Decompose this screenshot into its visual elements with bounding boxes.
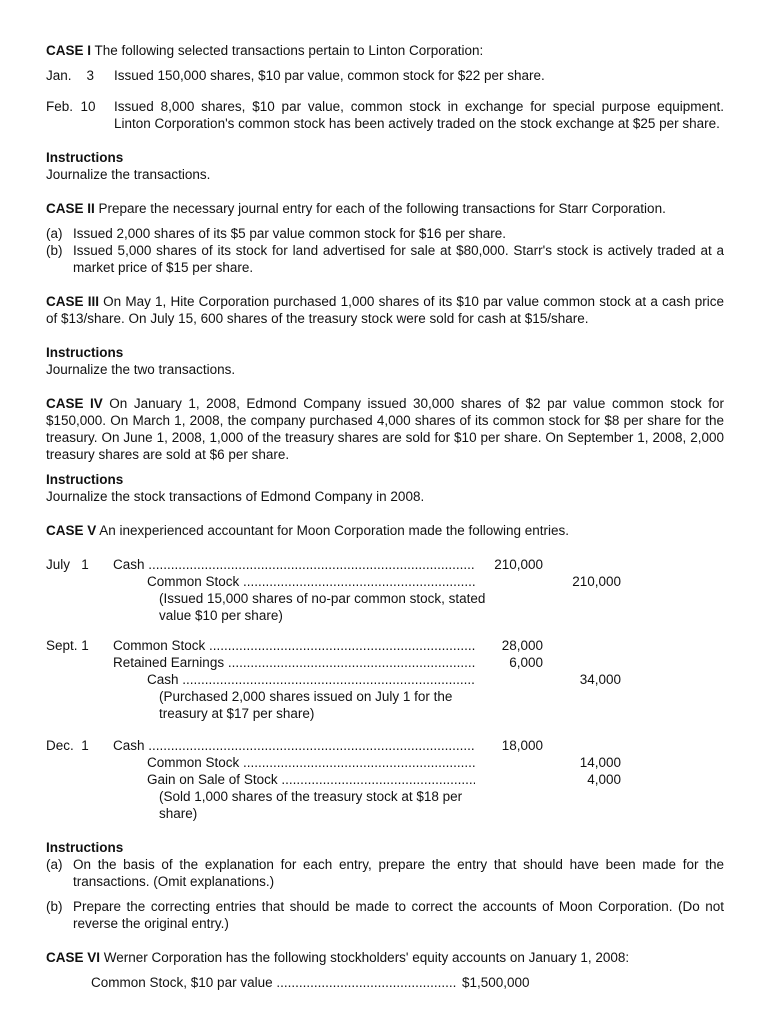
- journal-entry-2: [46, 637, 724, 722]
- credit-amount: 210,000: [572, 574, 621, 589]
- journal-entry-1: [46, 556, 724, 624]
- journal-line: [46, 737, 724, 754]
- date: Feb. 10: [46, 99, 96, 114]
- entry-date: Sept. 1: [46, 638, 89, 653]
- instructions-heading: Instructions: [46, 472, 124, 487]
- account-name: Cash .....: [113, 737, 475, 754]
- entry-explanation: (Purchased 2,000 shares issued on July 1 for the treasury at $17 per share): [159, 689, 453, 721]
- case-1-transaction-1: [46, 67, 724, 84]
- case-5-intro: CASE V An inexperienced accountant for Moon Corporation made the following entries.: [46, 523, 570, 538]
- journal-line: [46, 573, 724, 590]
- instructions-heading: Instructions: [46, 150, 124, 165]
- credit-amount: 14,000: [579, 755, 621, 770]
- debit-amount: 210,000: [494, 557, 543, 572]
- debit-amount: 28,000: [501, 638, 543, 653]
- credit-amount: 4,000: [587, 772, 621, 787]
- case-6-intro: CASE VI Werner Corporation has the following stockholders' equity accounts on January 1, 2008:: [46, 950, 630, 965]
- journal-line: [46, 556, 724, 573]
- entry-date: July 1: [46, 557, 89, 572]
- case-2-item-b: (b) Issued 5,000 shares of its stock for land advertised for sale at $80,000. Starr's stock is actively traded at a market price of $15 per share.: [46, 243, 724, 275]
- account-name: Cash .....: [113, 556, 475, 573]
- instructions-heading: Instructions: [46, 840, 124, 855]
- credit-amount: 34,000: [579, 672, 621, 687]
- case-2-item-a: (a) Issued 2,000 shares of its $5 par value common stock for $16 per share.: [46, 226, 506, 241]
- case-5-item-b: (b) Prepare the correcting entries that should be made to correct the accounts of Moon Corporation. (Do not reverse the original entry.): [46, 899, 724, 931]
- case-3-text: CASE III On May 1, Hite Corporation purchased 1,000 shares of its $10 par value common stock at a cash price of $13/share. On July 15, 600 shares of the treasury stock were sold for cash at $15/share.: [46, 294, 724, 326]
- entry-explanation: (Issued 15,000 shares of no-par common stock, stated value $10 per share): [159, 591, 486, 623]
- instructions-text: Journalize the transactions.: [46, 167, 211, 182]
- case-1-intro: CASE I The following selected transactions pertain to Linton Corporation:: [46, 43, 484, 58]
- case-2-intro: CASE II Prepare the necessary journal entry for each of the following transactions for Starr Corporation.: [46, 201, 666, 216]
- debit-amount: 6,000: [509, 655, 543, 670]
- journal-entry-3: [46, 737, 724, 822]
- account-amount: $1,500,000: [462, 975, 530, 990]
- account-name: Common Stock, $10 par value .....: [91, 974, 456, 991]
- journal-line: [46, 637, 724, 654]
- entry-date: Dec. 1: [46, 738, 89, 753]
- account-name: Retained Earnings .....: [113, 654, 475, 671]
- transaction-text: Issued 150,000 shares, $10 par value, common stock for $22 per share.: [114, 68, 545, 83]
- journal-line: [46, 754, 724, 771]
- instructions-heading: Instructions: [46, 345, 124, 360]
- instructions-text: Journalize the two transactions.: [46, 362, 236, 377]
- journal-line: [46, 771, 724, 788]
- case-5-item-a: (a) On the basis of the explanation for each entry, prepare the entry that should have been made for the transactions. (Omit explanations.): [46, 857, 724, 889]
- date: Jan. 3: [46, 68, 95, 83]
- account-name: Cash .....: [147, 671, 475, 688]
- case-4-text: CASE IV On January 1, 2008, Edmond Company issued 30,000 shares of $2 par value common stock for $150,000. On March 1, 2008, the company purchased 4,000 shares of its common stock for $8 per share for the treasury. On June 1, 2008, 1,000 of the treasury shares are sold for $10 per share. On September 1, 2008, 2,000 treasury shares are sold at $6 per share.: [46, 396, 724, 462]
- instructions-text: Journalize the stock transactions of Edmond Company in 2008.: [46, 489, 425, 504]
- debit-amount: 18,000: [501, 738, 543, 753]
- entry-explanation: (Sold 1,000 shares of the treasury stock at $18 per share): [159, 789, 463, 821]
- equity-account-line: [46, 974, 724, 991]
- case-1-transaction-2: [46, 98, 724, 132]
- account-name: Common Stock .....: [147, 573, 475, 590]
- account-name: Common Stock .....: [113, 637, 475, 654]
- transaction-text: Issued 8,000 shares, $10 par value, common stock in exchange for special purpose equipment. Linton Corporation's common stock has been actively traded on the stock exchange at $25 per share.: [114, 99, 724, 131]
- journal-line: [46, 654, 724, 671]
- document-page: [46, 42, 724, 991]
- account-name: Gain on Sale of Stock .....: [147, 771, 475, 788]
- account-name: Common Stock .....: [147, 754, 475, 771]
- journal-line: [46, 671, 724, 688]
